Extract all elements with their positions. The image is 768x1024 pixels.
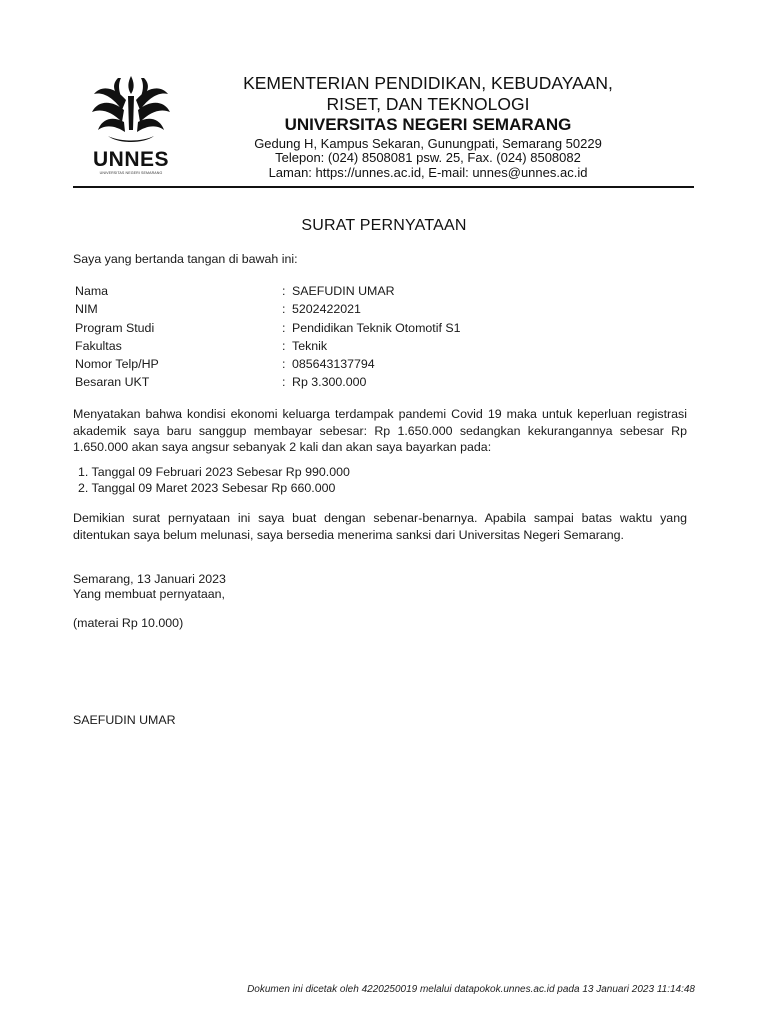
- logo-subtitle: UNIVERSITAS NEGERI SEMARANG: [99, 171, 163, 175]
- web-line: Laman: https://unnes.ac.id, E-mail: unnes@unnes.ac.id: [268, 165, 588, 180]
- installment-item: 1. Tanggal 09 Februari 2023 Sebesar Rp 990.000: [78, 465, 350, 479]
- phone-line: Telepon: (024) 8508081 psw. 25, Fax. (024) 8508082: [275, 150, 581, 165]
- intro-text: Saya yang bertanda tangan di bawah ini:: [73, 252, 298, 266]
- identity-colon: :: [282, 357, 286, 371]
- university-name: UNIVERSITAS NEGERI SEMARANG: [284, 115, 572, 134]
- identity-colon: :: [282, 321, 286, 335]
- identity-label: Fakultas: [75, 339, 122, 353]
- identity-value: Rp 3.300.000: [292, 375, 367, 389]
- address-line: Gedung H, Kampus Sekaran, Gunungpati, Semarang 50229: [254, 136, 602, 151]
- unnes-emblem-icon: [88, 70, 174, 148]
- identity-value: 085643137794: [292, 357, 375, 371]
- stamp-placeholder: (materai Rp 10.000): [73, 616, 184, 630]
- identity-value: Teknik: [292, 339, 328, 353]
- signer-role: Yang membuat pernyataan,: [73, 587, 225, 601]
- ministry-line-2: RISET, DAN TEKNOLOGI: [326, 94, 530, 114]
- ministry-line-1: KEMENTERIAN PENDIDIKAN, KEBUDAYAAN,: [243, 73, 613, 93]
- identity-colon: :: [282, 375, 286, 389]
- closing-paragraph: Demikian surat pernyataan ini saya buat dengan sebenar-benarnya. Apabila sampai batas waktu yang ditentukan saya belum melunasi, saya bersedia menerima sanksi dari Universitas Negeri Semarang.: [73, 511, 687, 542]
- identity-label: Nomor Telp/HP: [75, 357, 159, 371]
- identity-label: Nama: [75, 284, 109, 298]
- identity-label: NIM: [75, 302, 98, 316]
- print-footer: Dokumen ini dicetak oleh 4220250019 melalui datapokok.unnes.ac.id pada 13 Januari 2023 11:14:48: [247, 984, 695, 995]
- identity-colon: :: [282, 302, 286, 316]
- identity-value: Pendidikan Teknik Otomotif S1: [292, 321, 461, 335]
- logo-wordmark: UNNES: [92, 148, 169, 171]
- identity-label: Program Studi: [75, 321, 155, 335]
- letterhead-divider: [73, 186, 694, 188]
- unnes-logo: [88, 70, 174, 182]
- identity-label: Besaran UKT: [75, 375, 150, 389]
- statement-paragraph: Menyatakan bahwa kondisi ekonomi keluarga terdampak pandemi Covid 19 maka untuk keperluan registrasi akademik saya baru sanggup membayar sebesar: Rp 1.650.000 sedangkan kekurangannya sebesar Rp 1.650.000 akan saya angsur sebanyak 2 kali dan akan saya bayarkan pada:: [73, 407, 687, 454]
- signer-name: SAEFUDIN UMAR: [73, 713, 176, 727]
- document-title: SURAT PERNYATAAN: [301, 217, 467, 234]
- place-date: Semarang, 13 Januari 2023: [73, 572, 226, 586]
- identity-colon: :: [282, 284, 286, 298]
- identity-value: SAEFUDIN UMAR: [292, 284, 395, 298]
- installment-item: 2. Tanggal 09 Maret 2023 Sebesar Rp 660.000: [78, 481, 336, 495]
- identity-value: 5202422021: [292, 302, 361, 316]
- identity-colon: :: [282, 339, 286, 353]
